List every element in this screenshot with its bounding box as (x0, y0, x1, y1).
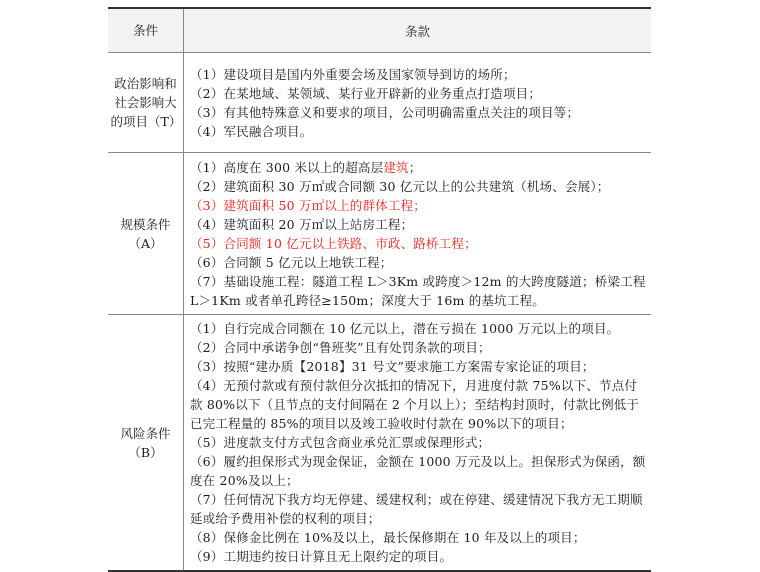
conditions-table (108, 7, 651, 572)
header-condition: 条件 (108, 8, 183, 53)
clause-highlight: 建筑 (383, 159, 409, 175)
clause-text: （1）高度在 300 米以上的超高层 (189, 159, 384, 175)
clause-item: （2）在某地域、某领域、某行业开辟新的业务重点打造项目； (189, 85, 542, 101)
clauses-cell (183, 153, 651, 315)
condition-cell (108, 315, 183, 572)
clause-item: （3）建筑面积 50 万㎡以上的群体工程； (189, 197, 426, 213)
clause-item: （8）保修金比例在 10%及以上，最长保修期在 10 年及以上的项目； (189, 530, 586, 545)
clause-item: （6）履约担保形式为现金保证，金额在 1000 万元及以上。担保形式为保函，额度在 20%及以上； (189, 454, 646, 488)
clause-item: （7）基础设施工程：隧道工程 L＞3Km 或跨度＞12m 的大跨度隧道；桥梁工程 L＞1Km 或者单孔跨径≥150m；深度大于 16m 的基坑工程。 (189, 273, 646, 308)
clause-text: ； (408, 159, 422, 175)
clause-item: （2）合同中承诺争创“鲁班奖”且有处罚条款的项目； (189, 340, 491, 355)
condition-cell (108, 153, 183, 315)
clauses-cell (183, 315, 651, 572)
clause-item: （3）按照“建办质【2018】31 号文”要求施工方案需专家论证的项目； (189, 359, 595, 374)
clause-item: （1）自行完成合同额在 10 亿元以上，潜在亏损在 1000 万元以上的项目。 (189, 321, 620, 336)
clause-item: （5）进度款支付方式包含商业承兑汇票或保理形式； (189, 435, 491, 450)
clause-item: （4）建筑面积 20 万㎡以上站房工程； (189, 216, 414, 232)
condition-label-t: 政治影响和社会影响大的项目（T） (110, 76, 182, 129)
clause-item: （1）建设项目是国内外重要会场及国家领导到访的场所； (189, 66, 516, 82)
clause-item: （7）任何情况下我方均无停建、缓建权利；或在停建、缓建情况下我方无工期顺延或给予费用补偿的权利的项目； (189, 492, 643, 526)
clauses-cell (183, 53, 651, 153)
clause-item: （4）无预付款或有预付款但分次抵扣的情况下，月进度付款 75%以下、节点付款 80%以下（且节点的支付间隔在 2 个月以上）；至结构封顶时，付款比例低于已完工程量的 85%的项目以及竣工验收时付款在 90%以下的项目； (189, 378, 640, 431)
condition-label-a: 规模条件（A） (120, 216, 171, 251)
clause-item: （5）合同额 10 亿元以上铁路、市政、路桥工程； (189, 235, 477, 251)
section-row-a (108, 153, 651, 315)
header-clauses: 条款 (183, 8, 651, 53)
clause-item: （3）有其他特殊意义和要求的项目，公司明确需重点关注的项目等； (189, 104, 580, 120)
clause-list-a (184, 154, 651, 314)
condition-label-b: 风险条件（B） (120, 425, 171, 460)
clause-item: （9）工期违约按日计算且无上限约定的项目。 (189, 549, 453, 564)
clause-item: （6）合同额 5 亿元以上地铁工程； (189, 254, 393, 270)
clause-item: （4）军民融合项目。 (189, 123, 313, 139)
clause-list-t (184, 61, 651, 145)
condition-cell (108, 53, 183, 153)
clause-item (190, 158, 647, 177)
clause-list-b (184, 315, 651, 570)
section-row-b (108, 315, 651, 572)
clause-item: （2）建筑面积 30 万㎡或合同额 30 亿元以上的公共建筑（机场、会展）； (189, 178, 610, 194)
section-row-t (108, 53, 651, 153)
table-header-row (108, 8, 651, 53)
